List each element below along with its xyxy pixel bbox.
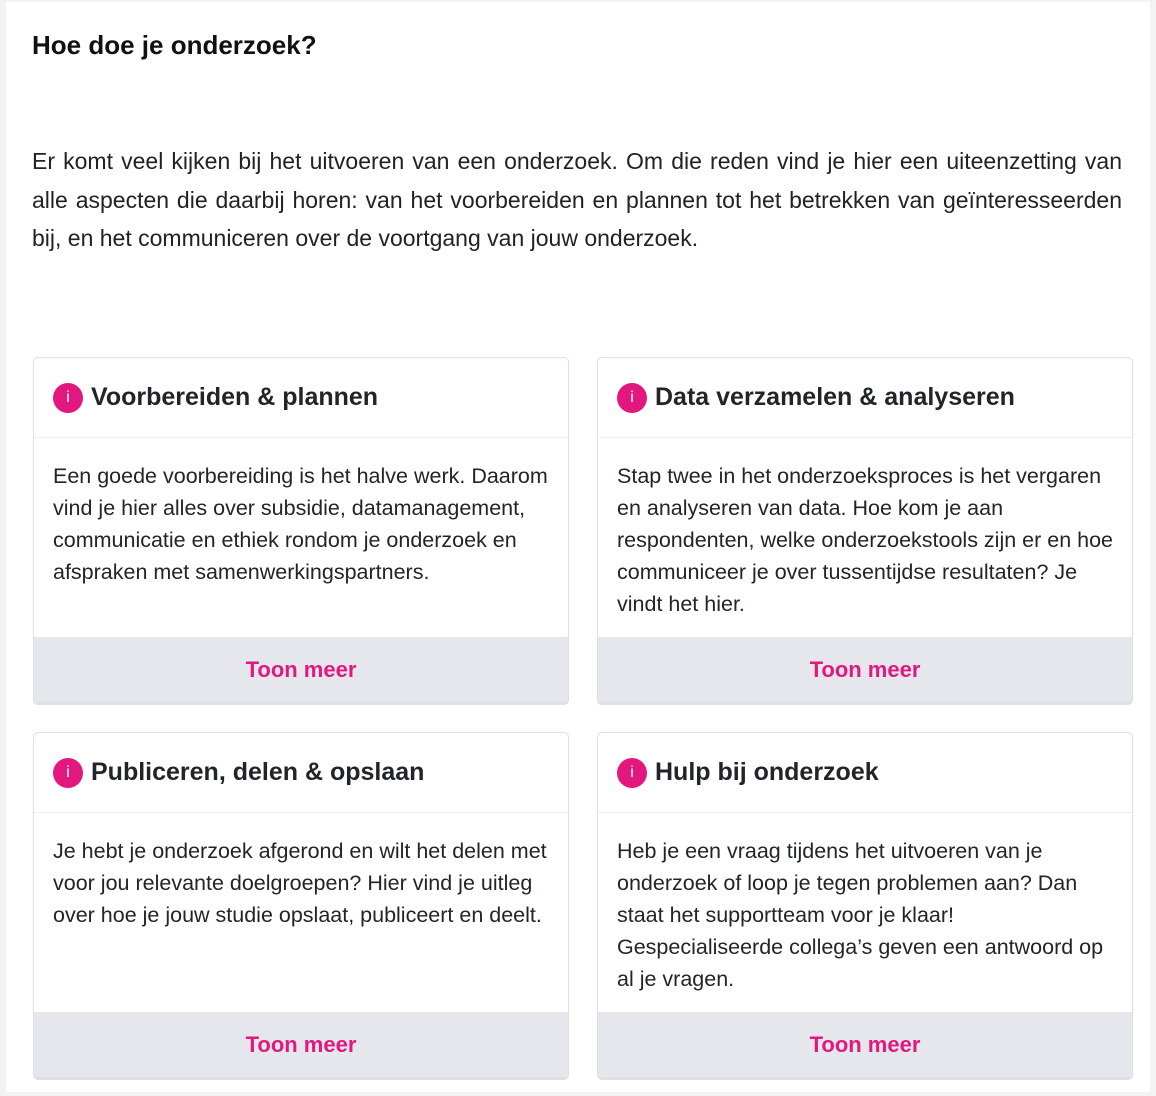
card-body: Heb je een vraag tijdens het uitvoeren van je onderzoek of loop je tegen problemen aan? Dan staat het supportteam voor je klaar! Gespecialiseerde collega’s geven een antwoord op al je vragen. [617, 839, 1104, 991]
info-icon: i [617, 758, 647, 788]
toon-meer-button[interactable]: Toon meer [34, 637, 568, 704]
toon-meer-button[interactable]: Toon meer [34, 1012, 568, 1079]
card-title: Data verzamelen & analyseren [655, 383, 1015, 411]
info-icon: i [617, 383, 647, 413]
card-title: Hulp bij onderzoek [655, 758, 879, 786]
card-body: Stap twee in het onderzoeksproces is het vergaren en analyseren van data. Hoe kom je aan respondenten, welke onderzoekstools zijn er en hoe communiceer je over tussentijdse resultaten? Je vindt het hier. [617, 464, 1114, 616]
content-panel [6, 2, 1150, 1092]
page-title: Hoe doe je onderzoek? [32, 30, 317, 60]
card-header [34, 358, 568, 438]
card-publiceren [33, 732, 569, 1080]
card-body: Een goede voorbereiding is het halve werk. Daarom vind je hier alles over subsidie, datamanagement, communicatie en ethiek rondom je onderzoek en afspraken met samenwerkingspartners. [53, 464, 548, 584]
card-title: Voorbereiden & plannen [91, 383, 379, 411]
card-voorbereiden [33, 357, 569, 705]
card-header [598, 733, 1132, 813]
card-header [34, 733, 568, 813]
card-header [598, 358, 1132, 438]
intro-text: Er komt veel kijken bij het uitvoeren van een onderzoek. Om die reden vind je hier een uiteenzetting van alle aspecten die daarbij horen: van het voorbereiden en plannen tot het betrekken van geïnteresseerden bij, en het communiceren over de voortgang van jouw onderzoek. [32, 148, 1122, 251]
info-icon: i [53, 383, 83, 413]
card-title: Publiceren, delen & opslaan [91, 758, 425, 786]
card-body: Je hebt je onderzoek afgerond en wilt het delen met voor jou relevante doelgroepen? Hier vind je uitleg over hoe je jouw studie opslaat, publiceert en deelt. [53, 839, 547, 927]
toon-meer-button[interactable]: Toon meer [598, 1012, 1132, 1079]
info-icon: i [53, 758, 83, 788]
card-data-verzamelen [597, 357, 1133, 705]
card-hulp [597, 732, 1133, 1080]
toon-meer-button[interactable]: Toon meer [598, 637, 1132, 704]
